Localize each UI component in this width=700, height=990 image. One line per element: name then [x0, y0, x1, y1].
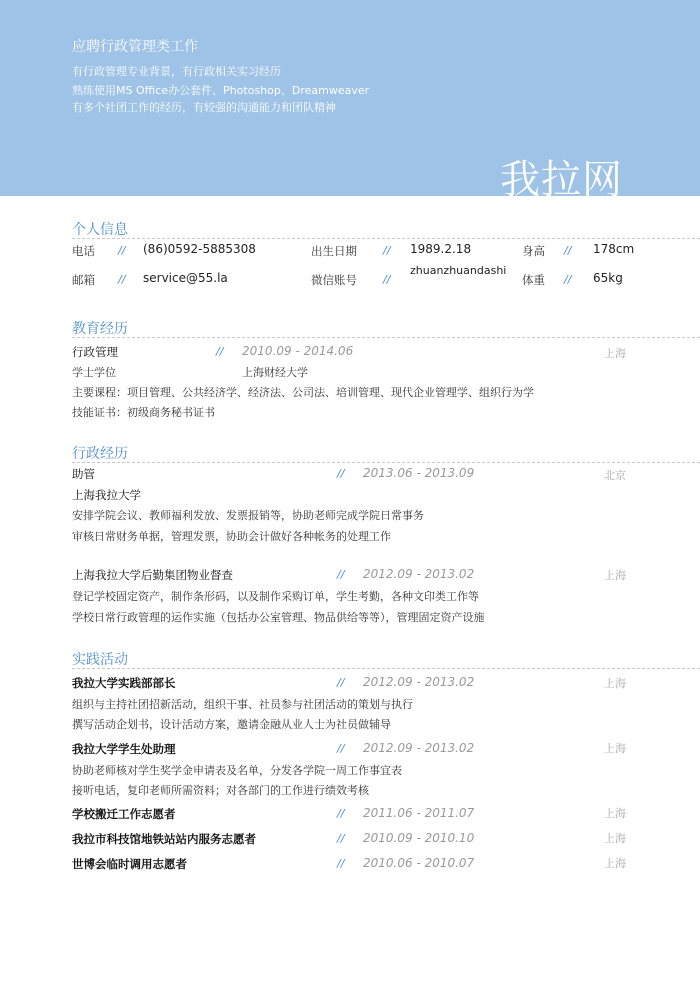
separator: //: [337, 857, 345, 870]
section-divider: [72, 337, 700, 338]
job2-location: 上海: [604, 569, 626, 582]
separator: //: [337, 832, 345, 845]
practice2-location: 上海: [604, 742, 626, 755]
summary-line-2: [72, 82, 369, 98]
practice1-role: 我拉大学实践部部长: [72, 676, 176, 690]
practice2-role: 我拉大学学生处助理: [72, 742, 176, 756]
job1-desc-2: 审核日常财务单据，管理发票，协助会计做好各种帐务的处理工作: [72, 530, 391, 543]
job2-desc-2: 学校日常行政管理的运作实施（包括办公室管理、物品供给等等），管理固定资产设施: [72, 611, 485, 624]
email-value: service@55.la: [143, 271, 228, 285]
summary-line-1: 有行政管理专业背景，有行政相关实习经历: [72, 65, 281, 78]
section-title-education: 教育经历: [72, 321, 128, 337]
separator: //: [337, 467, 345, 480]
practice5-location: 上海: [604, 857, 626, 870]
birth-value: 1989.2.18: [410, 242, 472, 256]
job1-location: 北京: [604, 469, 626, 482]
separator: //: [383, 273, 391, 286]
edu-courses: 主要课程：项目管理、公共经济学、经济法、公司法、培训管理、现代企业管理学、组织行为学: [72, 386, 534, 399]
separator: //: [383, 244, 391, 257]
weight-value: 65kg: [593, 271, 623, 285]
edu-date: 2010.09 - 2014.06: [242, 344, 354, 358]
practice3-location: 上海: [604, 807, 626, 820]
summary-line-2-ms: MS Office: [116, 84, 169, 97]
phone-label: 电话: [72, 244, 95, 258]
summary-line-2-pre: 熟练使用: [72, 84, 116, 97]
birth-label: 出生日期: [311, 244, 357, 258]
phone-value: (86)0592-5885308: [143, 242, 256, 256]
section-title-work: 行政经历: [72, 446, 128, 462]
job1-role: 助管: [72, 467, 95, 481]
job1-desc-1: 安排学院会议、教师福利发放、发票报销等，协助老师完成学院日常事务: [72, 509, 424, 522]
summary-line-2-mid: 办公套件、: [168, 84, 224, 97]
height-label: 身高: [522, 244, 545, 258]
practice5-date: 2010.06 - 2010.07: [363, 856, 475, 870]
separator: //: [337, 807, 345, 820]
job1-org: 上海我拉大学: [72, 488, 141, 502]
section-title-practice: 实践活动: [72, 652, 128, 668]
separator: //: [564, 244, 572, 257]
section-title-personal: 个人信息: [72, 222, 128, 238]
separator: //: [118, 244, 126, 257]
edu-location: 上海: [604, 347, 626, 360]
practice1-desc-1: 组织与主持社团招新活动，组织干事、社员参与社团活动的策划与执行: [72, 698, 413, 711]
practice2-date: 2012.09 - 2013.02: [363, 741, 475, 755]
summary-line-2-tools: Photoshop、Dreamweaver: [223, 84, 370, 97]
brand-logo-text: 我拉网: [500, 157, 623, 203]
email-label: 邮箱: [72, 273, 95, 287]
job2-role: 上海我拉大学后勤集团物业督查: [72, 568, 233, 582]
separator: //: [564, 273, 572, 286]
practice2-desc-2: 接听电话，复印老师所需资料；对各部门的工作进行绩效考核: [72, 784, 369, 797]
section-divider: [72, 238, 700, 239]
weight-label: 体重: [522, 273, 545, 287]
practice2-desc-1: 协助老师核对学生奖学金申请表及名单，分发各学院一周工作事宜表: [72, 764, 402, 777]
edu-degree: 学士学位: [72, 366, 116, 379]
separator: //: [337, 676, 345, 689]
job2-desc-1: 登记学校固定资产，制作条形码，以及制作采购订单，学生考勤，各种文印类工作等: [72, 590, 479, 603]
practice4-role: 我拉市科技馆地铁站站内服务志愿者: [72, 832, 256, 846]
wechat-label: 微信账号: [311, 273, 357, 287]
edu-major: 行政管理: [72, 345, 118, 359]
separator: //: [118, 273, 126, 286]
header-banner: [0, 0, 700, 203]
separator: //: [337, 568, 345, 581]
section-divider: [72, 668, 700, 669]
practice4-date: 2010.09 - 2010.10: [363, 831, 475, 845]
practice1-desc-2: 撰写活动企划书，设计活动方案，邀请金融从业人士为社员做辅导: [72, 718, 391, 731]
section-divider: [72, 462, 700, 463]
practice1-location: 上海: [604, 677, 626, 690]
practice3-role: 学校搬迁工作志愿者: [72, 807, 176, 821]
job-objective: 应聘行政管理类工作: [72, 39, 198, 55]
edu-school: 上海财经大学: [242, 366, 308, 379]
summary-line-3: 有多个社团工作的经历，有较强的沟通能力和团队精神: [72, 101, 336, 114]
job2-date: 2012.09 - 2013.02: [363, 567, 475, 581]
practice4-location: 上海: [604, 832, 626, 845]
job1-date: 2013.06 - 2013.09: [363, 466, 475, 480]
wechat-value: zhuanzhuandashi: [410, 264, 507, 277]
practice3-date: 2011.06 - 2011.07: [363, 806, 475, 820]
separator: //: [337, 742, 345, 755]
practice5-role: 世博会临时调用志愿者: [72, 857, 187, 871]
edu-cert: 技能证书：初级商务秘书证书: [72, 406, 215, 419]
practice1-date: 2012.09 - 2013.02: [363, 675, 475, 689]
height-value: 178cm: [593, 242, 635, 256]
separator: //: [216, 345, 224, 358]
